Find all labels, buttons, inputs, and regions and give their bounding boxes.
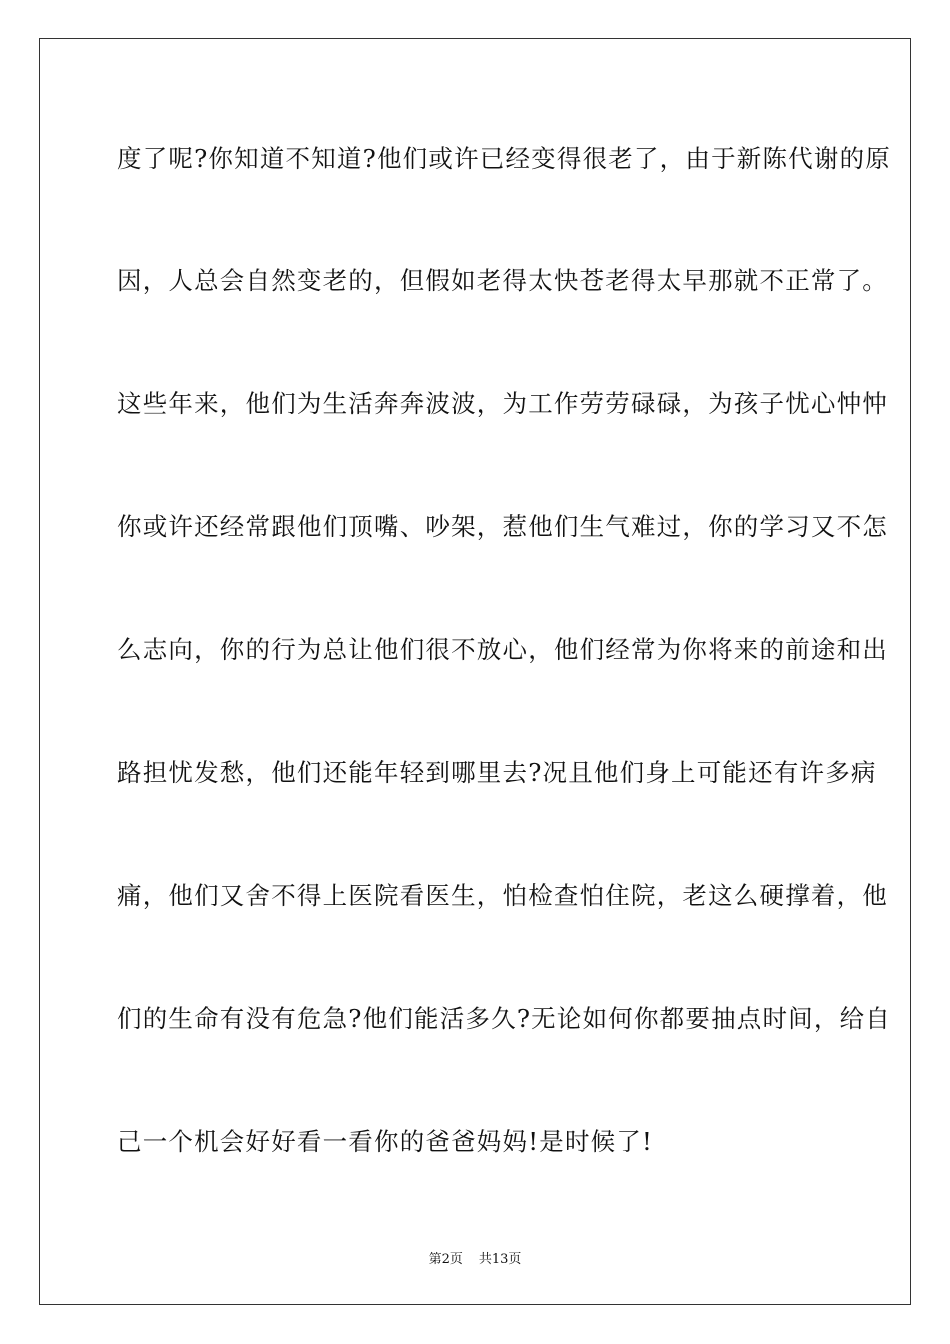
text-line: 你或许还经常跟他们顶嘴、吵架，惹他们生气难过，你的学习又不怎: [117, 512, 888, 541]
text-line: 路担忧发愁，他们还能年轻到哪里去?况且他们身上可能还有许多病: [117, 758, 877, 787]
page-footer: [0, 1248, 950, 1267]
total-pages: 共13页: [478, 1252, 522, 1267]
text-line: 么志向，你的行为总让他们很不放心，他们经常为你将来的前途和出: [117, 635, 888, 664]
text-line: 己一个机会好好看一看你的爸爸妈妈!是时候了!: [117, 1127, 654, 1156]
text-line: 这些年来，他们为生活奔奔波波，为工作劳劳碌碌，为孩子忧心忡忡: [117, 389, 888, 418]
page-border: [39, 38, 911, 1305]
text-line: 度了呢?你知道不知道?他们或许已经变得很老了，由于新陈代谢的原: [117, 144, 891, 173]
page-number: 第2页: [428, 1252, 463, 1267]
text-line: 们的生命有没有危急?他们能活多久?无论如何你都要抽点时间，给自: [117, 1004, 891, 1033]
text-line: 痛，他们又舍不得上医院看医生，怕检查怕住院，老这么硬撑着，他: [117, 881, 888, 910]
text-line: 因，人总会自然变老的，但假如老得太快苍老得太早那就不正常了。: [117, 266, 888, 295]
